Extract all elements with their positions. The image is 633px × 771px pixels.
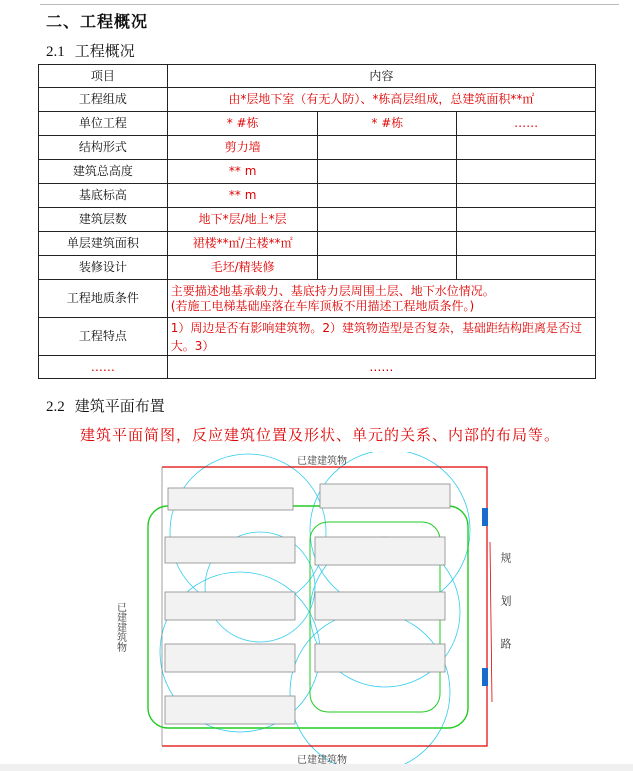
- site-plan-drawing: [100, 452, 530, 764]
- row-cell: ** m: [167, 160, 318, 184]
- bottom-label: 已建建筑物: [297, 755, 347, 764]
- row-content: 主要描述地基承载力、基底持力层周围土层、地下水位情况。 (若施工电梯基础座落在车库顶板不用描述工程地质条件。): [167, 280, 595, 318]
- table-row: [39, 112, 596, 136]
- header-cell: 项目: [39, 65, 168, 88]
- table-row: [39, 208, 596, 232]
- subsection-number: 2.1: [46, 44, 65, 60]
- table-row: [39, 160, 596, 184]
- header-rule: [40, 4, 619, 5]
- left-label: 已建建筑物: [114, 602, 126, 652]
- row-label: 建筑层数: [39, 208, 168, 232]
- row-label: 单层建筑面积: [39, 232, 168, 256]
- table-row: [39, 88, 596, 112]
- row-label: 结构形式: [39, 136, 168, 160]
- table-row: [39, 318, 596, 356]
- row-content: 1）周边是否有影响建筑物。2）建筑物造型是否复杂，基础距结构距离是否过大。3）: [167, 318, 595, 356]
- row-cell: ** m: [167, 184, 318, 208]
- row-label: 装修设计: [39, 256, 168, 280]
- row-label: 单位工程: [39, 112, 168, 136]
- gate-marker: [482, 668, 488, 686]
- table-row: [39, 136, 596, 160]
- row-cell: * #栋: [167, 112, 318, 136]
- row-cell: ……: [457, 112, 596, 136]
- table-row: [39, 232, 596, 256]
- subsection-2-1: [46, 40, 135, 61]
- row-cell: 地下*层/地上*层: [167, 208, 318, 232]
- page-bottom-bar: [0, 764, 633, 771]
- gate-marker: [482, 508, 488, 526]
- row-label: ……: [39, 356, 168, 379]
- planned-road-line: [490, 542, 492, 702]
- buildings: [165, 484, 450, 724]
- row-label: 工程地质条件: [39, 280, 168, 318]
- table-row: [39, 356, 596, 379]
- row-cell: * #栋: [318, 112, 457, 136]
- top-label: 已建建筑物: [297, 456, 347, 467]
- table-row: [39, 280, 596, 318]
- row-label: 基底标高: [39, 184, 168, 208]
- subsection-title: 工程概况: [74, 42, 135, 60]
- section-title: 二、工程概况: [46, 12, 149, 31]
- row-cell: 毛坯/精装修: [167, 256, 318, 280]
- row-content: 由*层地下室（有无人防）、*栋高层组成，总建筑面积**㎡: [167, 88, 595, 112]
- table-header-row: [39, 65, 596, 88]
- table-row: [39, 184, 596, 208]
- row-cell: 剪力墙: [167, 136, 318, 160]
- subsection-number: 2.2: [46, 399, 65, 415]
- row-label: 工程特点: [39, 318, 168, 356]
- subsection-title: 建筑平面布置: [74, 397, 165, 415]
- row-label: 建筑总高度: [39, 160, 168, 184]
- header-cell: 内容: [167, 65, 595, 88]
- table-row: [39, 256, 596, 280]
- row-label: 工程组成: [39, 88, 168, 112]
- subsection-2-2: [46, 395, 165, 416]
- row-content: ……: [167, 356, 595, 379]
- right-label: 规划路: [499, 552, 511, 681]
- plan-note: 建筑平面简图，反应建筑位置及形状、单元的关系、内部的布局等。: [80, 426, 561, 444]
- row-cell: 裙楼**㎡/主楼**㎡: [167, 232, 318, 256]
- overview-table: [38, 64, 596, 379]
